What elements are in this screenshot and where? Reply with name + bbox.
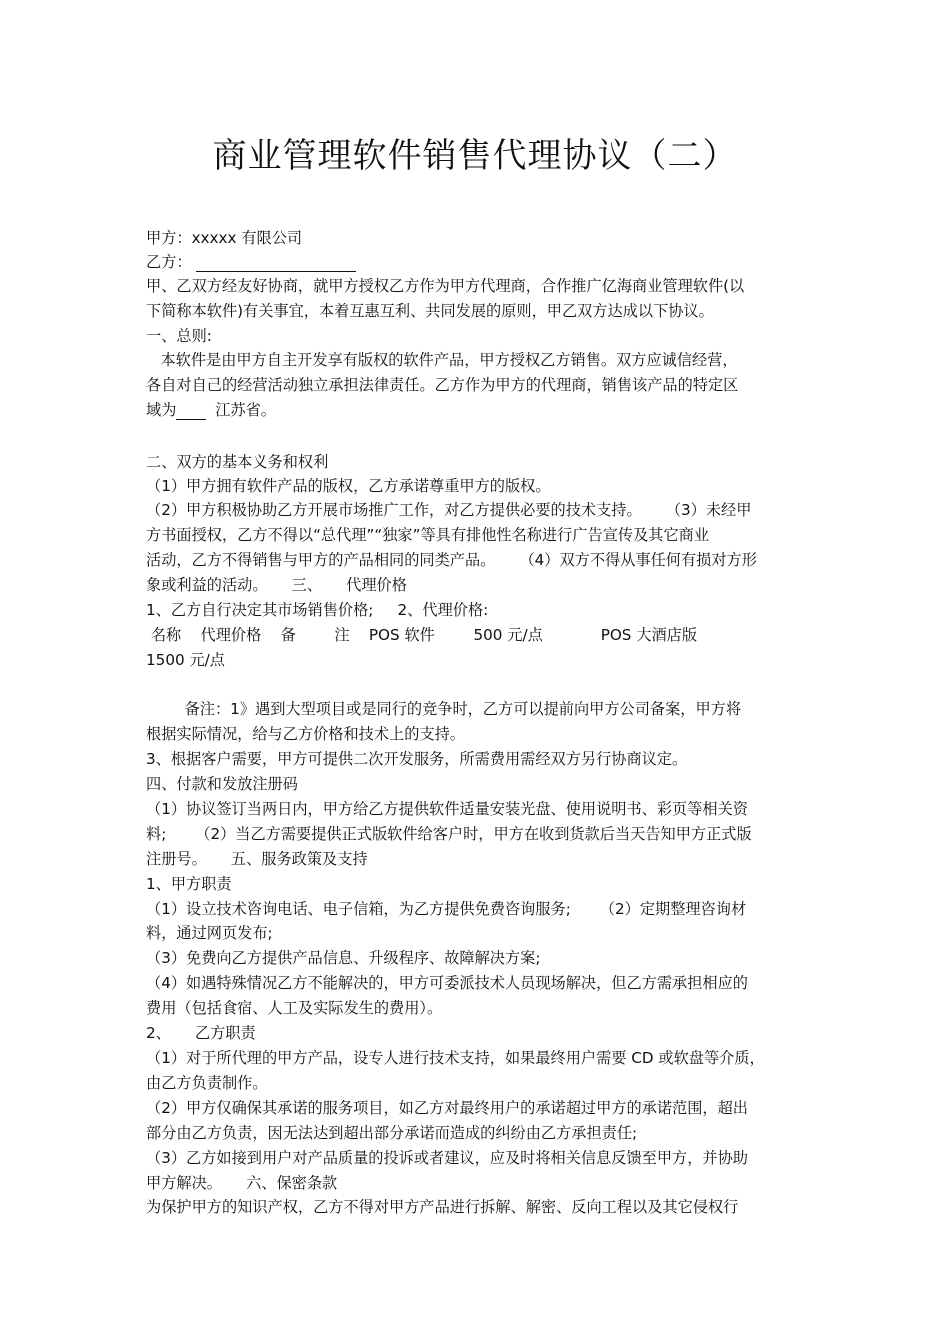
body-line: 由乙方负责制作。 <box>146 1074 268 1092</box>
region-line <box>146 400 276 420</box>
price-table-row: 1500 元/点 <box>146 651 225 669</box>
body-line: （1）甲方拥有软件产品的版权，乙方承诺尊重甲方的版权。 <box>146 477 551 495</box>
body-line: 部分由乙方负责，因无法达到超出部分承诺而造成的纠纷由乙方承担责任; <box>146 1124 638 1142</box>
body-line: 下简称本软件)有关事宜，本着互惠互利、共同发展的原则，甲乙双方达成以下协议。 <box>146 302 714 320</box>
body-line: （1）设立技术咨询电话、电子信箱，为乙方提供免费咨询服务; （2）定期整理咨询材 <box>146 900 747 918</box>
body-line: （1）对于所代理的甲方产品，设专人进行技术支持，如果最终用户需要 CD 或软盘等介质， <box>146 1049 765 1067</box>
body-line: 象或利益的活动。 三、 代理价格 <box>146 576 407 594</box>
body-line: （2）甲方积极协助乙方开展市场推广工作，对乙方提供必要的技术支持。 （3）未经甲 <box>146 501 752 519</box>
body-line: （3）乙方如接到用户对产品质量的投诉或者建议，应及时将相关信息反馈至甲方，并协助 <box>146 1149 748 1167</box>
body-line: 甲方解决。 六、保密条款 <box>146 1174 338 1192</box>
body-line: （1）协议签订当两日内，甲方给乙方提供软件适量安装光盘、使用说明书、彩页等相关资 <box>146 800 748 818</box>
section-heading: 四、付款和发放注册码 <box>146 775 298 793</box>
body-line: 甲、乙双方经友好协商，就甲方授权乙方作为甲方代理商，合作推广亿海商业管理软件(以 <box>146 277 745 295</box>
body-line: 2、 乙方职责 <box>146 1024 256 1042</box>
body-line: 1、乙方自行决定其市场销售价格; 2、代理价格: <box>146 601 489 619</box>
region-blank <box>176 405 206 420</box>
region-prefix: 域为 <box>146 401 177 419</box>
body-line: 活动，乙方不得销售与甲方的产品相同的同类产品。 （4）双方不得从事任何有损对方形 <box>146 551 757 569</box>
body-line: 费用（包括食宿、人工及实际发生的费用）。 <box>146 999 443 1017</box>
body-line: 3、根据客户需要，甲方可提供二次开发服务，所需费用需经双方另行协商议定。 <box>146 750 688 768</box>
body-line: 为保护甲方的知识产权，乙方不得对甲方产品进行拆解、解密、反向工程以及其它侵权行 <box>146 1198 739 1216</box>
body-line: 1、甲方职责 <box>146 875 232 893</box>
body-line: （3）免费向乙方提供产品信息、升级程序、故障解决方案; <box>146 949 541 967</box>
section-heading: 一、总则: <box>146 327 212 345</box>
body-line: 料; （2）当乙方需要提供正式版软件给客户时，甲方在收到货款后当天告知甲方正式版 <box>146 825 752 843</box>
region-value: 江苏省。 <box>210 401 276 419</box>
body-line: 本软件是由甲方自主开发享有版权的软件产品，甲方授权乙方销售。双方应诚信经营， <box>146 351 738 369</box>
body-line: 料，通过网页发布; <box>146 924 273 942</box>
party-a-line: 甲方：xxxxx 有限公司 <box>146 229 303 247</box>
section-heading: 二、双方的基本义务和权利 <box>146 453 329 471</box>
body-line: 备注：1》遇到大型项目或是同行的竞争时，乙方可以提前向甲方公司备案，甲方将 <box>146 700 742 718</box>
document-title: 商业管理软件销售代理协议（二） <box>212 136 738 176</box>
party-b-label: 乙方： <box>146 253 192 271</box>
body-line: 注册号。 五、服务政策及支持 <box>146 850 368 868</box>
price-table-row: 名称 代理价格 备 注 POS 软件 500 元/点 POS 大酒店版 <box>146 626 698 644</box>
body-line: 各自对自己的经营活动独立承担法律责任。乙方作为甲方的代理商，销售该产品的特定区 <box>146 376 739 394</box>
party-b-blank <box>196 257 356 272</box>
party-b-line <box>146 252 356 272</box>
body-line: （4）如遇特殊情况乙方不能解决的，甲方可委派技术人员现场解决，但乙方需承担相应的 <box>146 974 748 992</box>
body-line: （2）甲方仅确保其承诺的服务项目，如乙方对最终用户的承诺超过甲方的承诺范围，超出 <box>146 1099 748 1117</box>
body-line: 方书面授权，乙方不得以“总代理”“独家”等具有排他性名称进行广告宣传及其它商业 <box>146 526 710 544</box>
body-line: 根据实际情况，给与乙方价格和技术上的支持。 <box>146 725 465 743</box>
